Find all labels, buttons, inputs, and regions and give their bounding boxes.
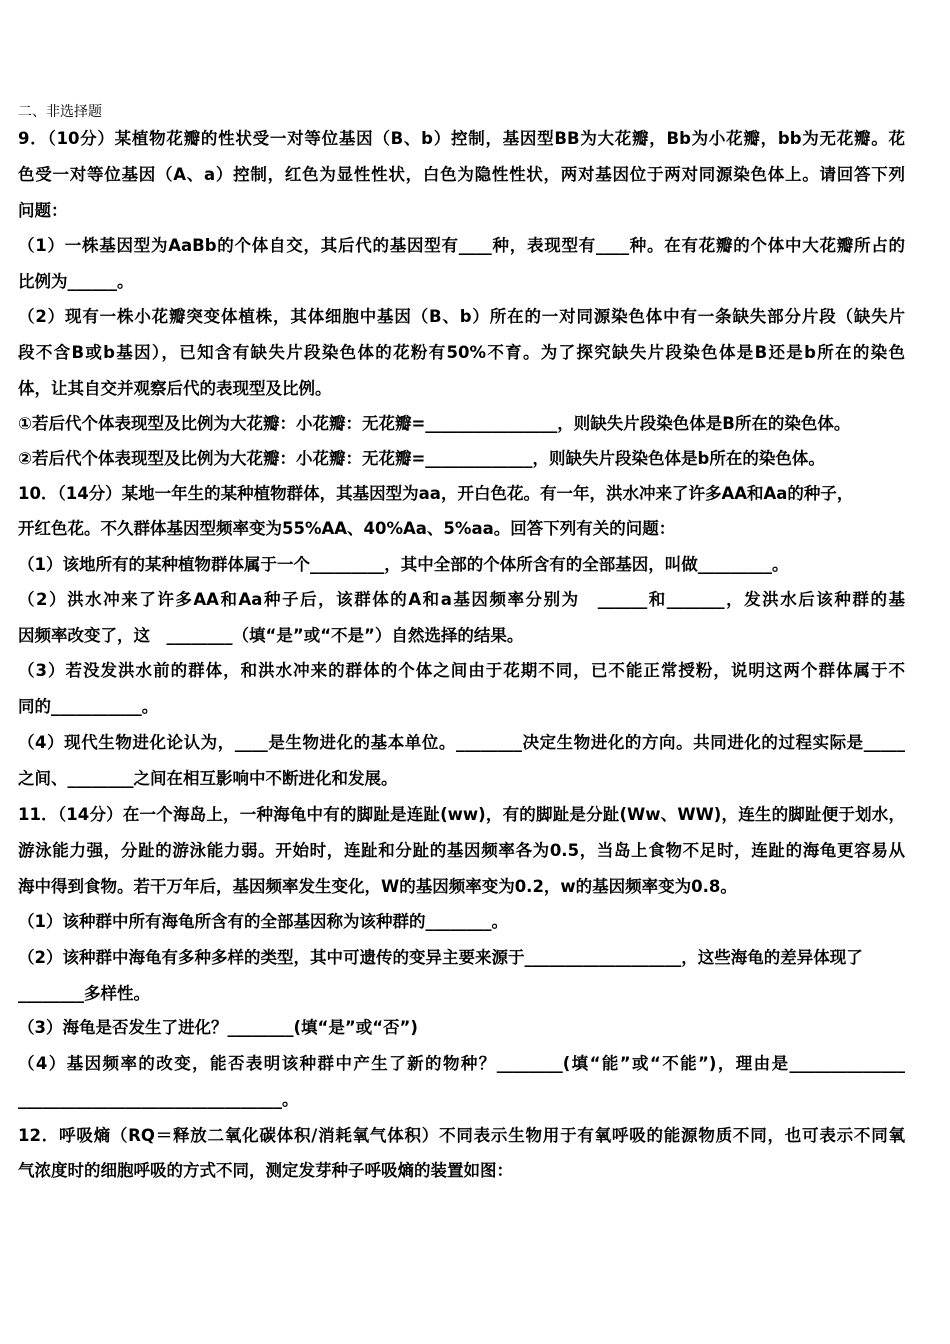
question-text-line: 11．（14分）在一个海岛上，一种海龟中有的脚趾是连趾(ww)，有的脚趾是分趾(Ww、WW)，连生的脚趾便于划水， xyxy=(18,805,905,824)
question-text-line: ________________________________。 xyxy=(18,1090,299,1109)
question-text-line: ①若后代个体表现型及比例为大花瓣：小花瓣：无花瓣=________________，则缺失片段染色体是B所在的染色体。 xyxy=(18,414,851,433)
question-text-line: 9．（10分）某植物花瓣的性状受一对等位基因（B、b）控制，基因型BB为大花瓣，Bb为小花瓣，bb为无花瓣。花 xyxy=(18,129,905,148)
question-text-line: 色受一对等位基因（A、a）控制，红色为显性性状，白色为隐性性状，两对基因位于两对同源染色体上。请回答下列 xyxy=(18,165,905,184)
question-text-line: 10．（14分）某地一年生的某种植物群体，其基因型为aa，开白色花。有一年，洪水冲来了许多AA和Aa的种子， xyxy=(18,484,854,503)
question-text-line: （1）一株基因型为AaBb的个体自交，其后代的基因型有____种，表现型有____种。在有花瓣的个体中大花瓣所占的 xyxy=(18,236,905,255)
question-text-line: 比例为______。 xyxy=(18,272,134,291)
question-text-line: 同的___________。 xyxy=(18,697,159,716)
question-text-line: 海中得到食物。若干万年后，基因频率发生变化，W的基因频率变为0.2，w的基因频率变为0.8。 xyxy=(18,877,737,896)
question-text-line: （1）该地所有的某种植物群体属于一个_________，其中全部的个体所含有的全部基因，叫做_________。 xyxy=(18,555,789,574)
question-text-line: （2）现有一株小花瓣突变体植株，其体细胞中基因（B、b）所在的一对同源染色体中有一条缺失部分片段（缺失片 xyxy=(18,307,905,326)
question-text-line: 开红色花。不久群体基因型频率变为55%AA、40%Aa、5%aa。回答下列有关的问题： xyxy=(18,519,676,538)
question-text-line: 因频率改变了，这 ________（填“是”或“不是”）自然选择的结果。 xyxy=(18,626,524,645)
question-text-line: （3）海龟是否发生了进化？________(填“是”或“否”) xyxy=(18,1018,418,1037)
question-text-line: 气浓度时的细胞呼吸的方式不同，测定发芽种子呼吸熵的装置如图： xyxy=(18,1161,513,1180)
question-text-line: 段不含B或b基因），已知含有缺失片段染色体的花粉有50%不育。为了探究缺失片段染色体是B还是b所在的染色 xyxy=(18,343,905,362)
question-text-line: （1）该种群中所有海龟所含有的全部基因称为该种群的________。 xyxy=(18,912,508,931)
question-text-line: ②若后代个体表现型及比例为大花瓣：小花瓣：无花瓣=_____________，则缺失片段染色体是b所在的染色体。 xyxy=(18,449,825,468)
question-text-line: （2）洪水冲来了许多AA和Aa种子后，该群体的A和a基因频率分别为 ______和_______，发洪水后该种群的基 xyxy=(18,590,905,609)
question-text-line: （4）现代生物进化论认为，____是生物进化的基本单位。________决定生物进化的方向。共同进化的过程实际是_____ xyxy=(18,733,905,752)
question-text-line: （4）基因频率的改变，能否表明该种群中产生了新的物种？________(填“能”或“不能”)，理由是______________ xyxy=(18,1054,905,1073)
question-text-line: （3）若没发洪水前的群体，和洪水冲来的群体的个体之间由于花期不同，已不能正常授粉，说明这两个群体属于不 xyxy=(18,661,905,680)
question-text-line: 12．呼吸熵（RQ＝释放二氧化碳体积/消耗氧气体积）不同表示生物用于有氧呼吸的能源物质不同，也可表示不同氧 xyxy=(18,1126,905,1145)
question-text-line: 体，让其自交并观察后代的表现型及比例。 xyxy=(18,379,332,398)
question-text-line: ________多样性。 xyxy=(18,984,150,1003)
question-text-line: 游泳能力强，分趾的游泳能力弱。开始时，连趾和分趾的基因频率各为0.5，当岛上食物不足时，连趾的海龟更容易从 xyxy=(18,841,905,860)
question-text-line: 之间、________之间在相互影响中不断进化和发展。 xyxy=(18,769,398,788)
question-text-line: （2）该种群中海龟有多种多样的类型，其中可遗传的变异主要来源于___________________，这些海龟的差异体现了 xyxy=(18,948,863,967)
section-title: 二、非选择题 xyxy=(18,104,102,120)
question-text-line: 问题： xyxy=(18,201,68,220)
